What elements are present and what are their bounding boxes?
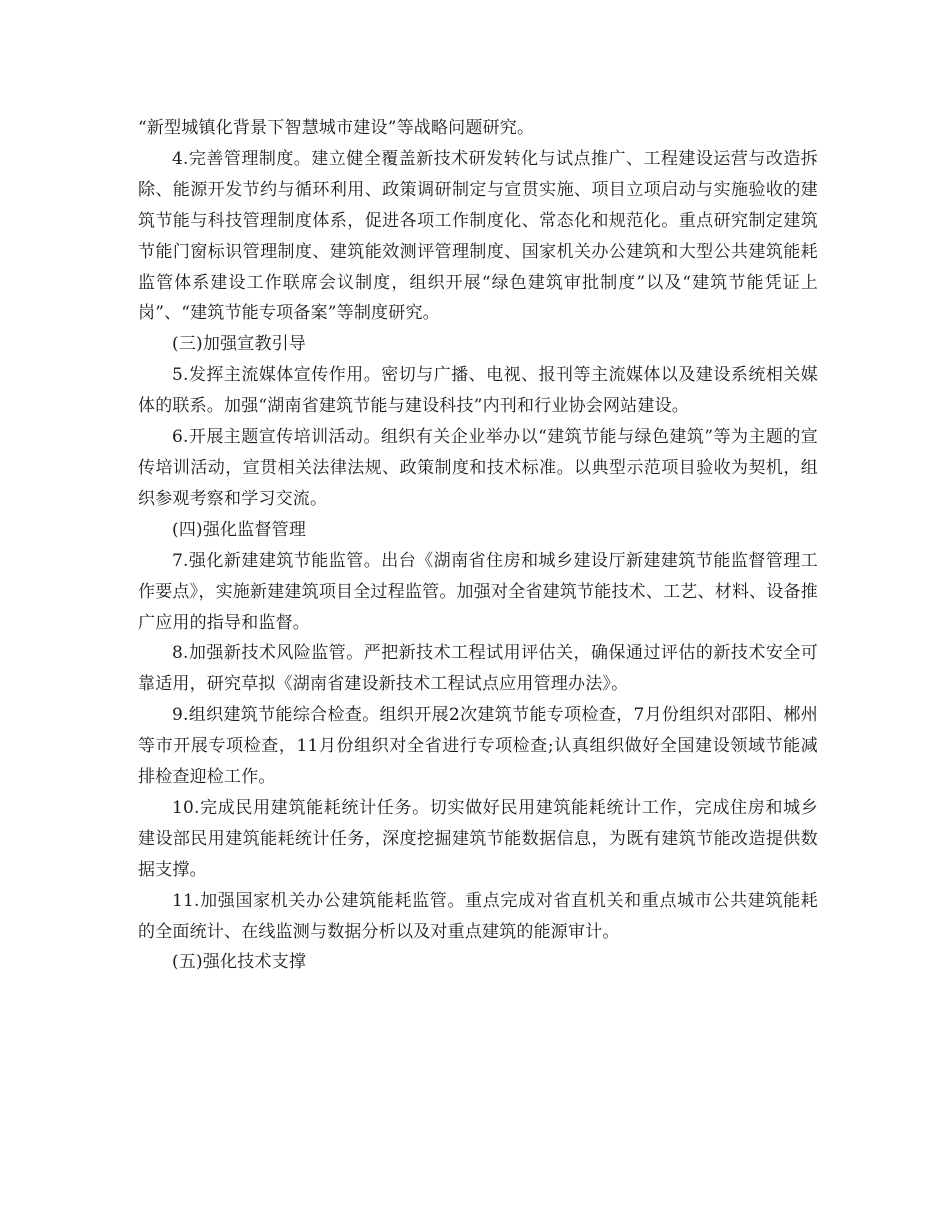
paragraph-item-7: 7.强化新建建筑节能监管。出台《湖南省住房和城乡建设厅新建建筑节能监督管理工作要点》，实施新建建筑项目全过程监管。加强对全省建筑节能技术、工艺、材料、设备推广应用的指导和监督。 <box>138 550 818 633</box>
paragraph-item-6: 6.开展主题宣传培训活动。组织有关企业举办以“建筑节能与绿色建筑”等为主题的宣传培训活动，宣贯相关法律法规、政策制度和技术标准。以典型示范项目验收为契机，组织参观考察和学习交流。 <box>138 427 818 509</box>
section-heading-3: (三)加强宣教引导 <box>172 334 307 355</box>
paragraph-item-11: 11.加强国家机关办公建筑能耗监管。重点完成对省直机关和重点城市公共建筑能耗的全面统计、在线监测与数据分析以及对重点建筑的能源审计。 <box>138 890 818 942</box>
section-heading-5: (五)强化技术支撑 <box>172 952 307 973</box>
paragraph-continuation: “新型城镇化背景下智慧城市建设”等战略问题研究。 <box>138 118 535 138</box>
paragraph-item-8: 8.加强新技术风险监管。严把新技术工程试用评估关，确保通过评估的新技术安全可靠适用，研究草拟《湖南省建设新技术工程试点应用管理办法》。 <box>138 643 818 695</box>
paragraph-item-5: 5.发挥主流媒体宣传作用。密切与广播、电视、报刊等主流媒体以及建设系统相关媒体的联系。加强“湖南省建筑节能与建设科技”内刊和行业协会网站建设。 <box>138 365 818 417</box>
section-heading-4: (四)强化监督管理 <box>172 519 307 540</box>
paragraph-item-10: 10.完成民用建筑能耗统计任务。切实做好民用建筑能耗统计工作，完成住房和城乡建设部民用建筑能耗统计任务，深度挖掘建筑节能数据信息，为既有建筑节能改造提供数据支撑。 <box>138 797 818 880</box>
paragraph-item-4: 4.完善管理制度。建立健全覆盖新技术研发转化与试点推广、工程建设运营与改造拆除、能源开发节约与循环利用、政策调研制定与宣贯实施、项目立项启动与实施验收的建筑节能与科技管理制度体系，促进各项工作制度化、常态化和规范化。重点研究制定建筑节能门窗标识管理制度、建筑能效测评管理制度、国家机关办公建筑和大型公共建筑能耗监管体系建设工作联席会议制度，组织开展“绿色建筑审批制度”以及“建筑节能凭证上岗”、“建筑节能专项备案”等制度研究。 <box>138 148 818 324</box>
document-page <box>138 113 818 978</box>
paragraph-item-9: 9.组织建筑节能综合检查。组织开展2次建筑节能专项检查，7月份组织对邵阳、郴州等市开展专项检查，11月份组织对全省进行专项检查;认真组织做好全国建设领域节能减排检查迎检工作。 <box>138 705 818 788</box>
